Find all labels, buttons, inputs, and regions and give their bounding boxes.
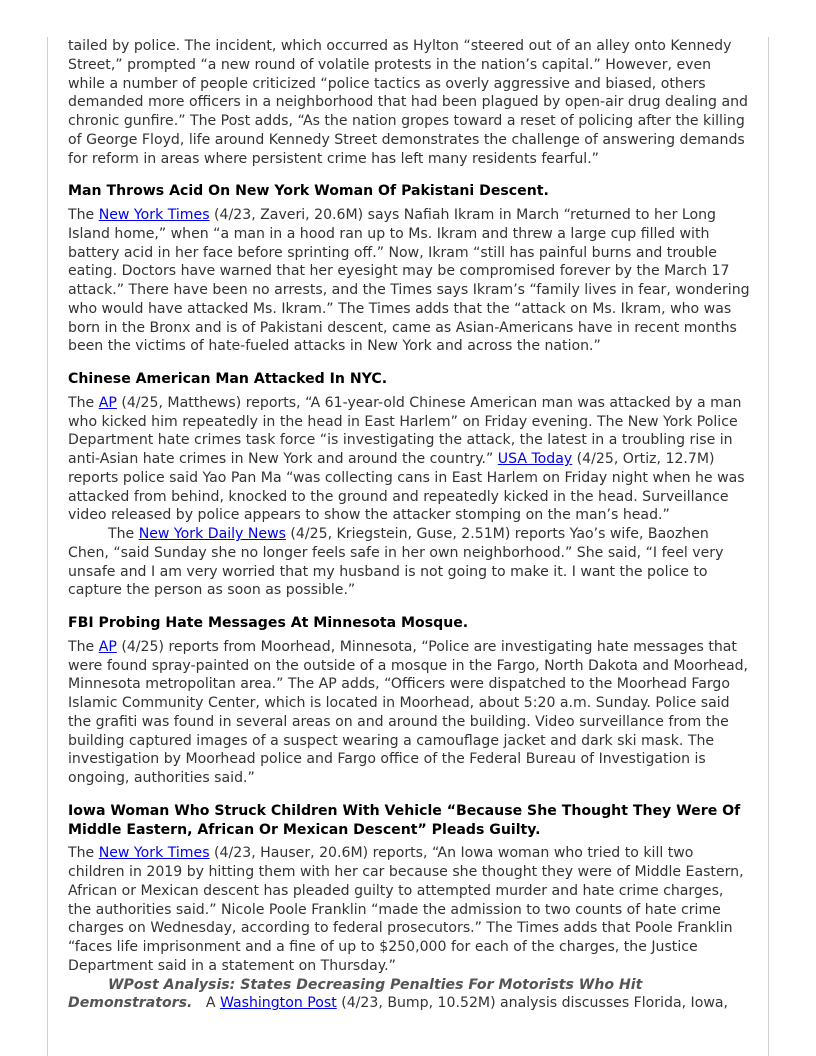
article-paragraph: The AP (4/25, Matthews) reports, “A 61-year-old Chinese American man was attacked by a man who kicked him repeatedly in the head in East Harlem” on Friday evening. The New York Police Department hate crimes task force “is investigating the attack, the latest in a troubling rise in anti-Asian hate crimes in New York and around the country.” USA Today (4/25, Ortiz, 12.7M) reports police said Yao Pan Ma “was collecting cans in East Harlem on Friday night when he was attacked from behind, knocked to the ground and repeatedly kicked in the head. Surveillance video released by police appears to show the attacker stomping on the man’s head.” xyxy=(68,394,745,524)
article-paragraph: The New York Daily News (4/25, Kriegstein, Guse, 2.51M) reports Yao’s wife, Baozhen Chen, “said Sunday she no longer feels safe in her own neighborhood.” She said, “I feel very unsafe and I am very worried that my husband is not going to make it. I want the police to capture the person as soon as possible.” xyxy=(68,526,724,599)
wpost-subhead: WPost Analysis: States Decreasing Penalties For Motorists Who Hit Demonstrators. xyxy=(68,976,643,1012)
article-headline: Iowa Woman Who Struck Children With Vehicle “Because She Thought They Were Of Middle Eastern, African Or Mexican Descent” Pleads Guilty. xyxy=(68,802,741,838)
usa-today-link[interactable]: USA Today xyxy=(497,451,573,467)
article-chinese-american-attack xyxy=(68,370,750,600)
article-headline: FBI Probing Hate Messages At Minnesota Mosque. xyxy=(68,615,469,631)
article-headline: Chinese American Man Attacked In NYC. xyxy=(68,371,388,387)
article-paragraph: The New York Times (4/23, Zaveri, 20.6M) says Nafiah Ikram in March “returned to her Long Island home,” when “a man in a hood ran up to Ms. Ikram and threw a large cup filled with battery acid in her face before sprinting off.” Now, Ikram “still has painful burns and trouble eating. Doctors have warned that her eyesight may be compromised forever by the March 17 attack.” There have been no arrests, and the Times says Ikram’s “family lives in fear, wondering who would have attacked Ms. Ikram.” The Times adds that the “attack on Ms. Ikram, who was born in the Bronx and is of Pakistani descent, came as Asian-Americans have in recent months been the victims of hate-fueled attacks in New York and across the nation.” xyxy=(68,207,750,355)
continued-paragraph: tailed by police. The incident, which occurred as Hylton “steered out of an alley onto Kennedy Street,” prompted “a new round of volatile protests in the nation’s capital.” However, even while a number of people criticized “police tactics as overly aggressive and biased, others demanded more officers in a neighborhood that had been plagued by open-air drug dealing and chronic gunfire.” The Post adds, “As the nation gropes toward a reset of policing after the killing of George Floyd, life around Kennedy Street demonstrates the challenge of answering demands for reform in areas where persistent crime has left many residents fearful.” xyxy=(68,38,748,167)
article-headline: Man Throws Acid On New York Woman Of Pakistani Descent. xyxy=(68,183,549,200)
article-acid-attack xyxy=(68,182,750,356)
ap-link[interactable]: AP xyxy=(98,638,117,655)
new-york-times-link[interactable]: New York Times xyxy=(98,207,210,223)
washington-post-link[interactable]: Washington Post xyxy=(219,995,337,1012)
article-column xyxy=(68,37,750,1013)
page-frame xyxy=(47,37,769,1056)
article-paragraph: The AP (4/25) reports from Moorhead, Minnesota, “Police are investigating hate messages that were found spray-painted on the outside of a mosque in the Fargo, North Dakota and Moorhead, Minnesota metropolitan area.” The AP adds, “Officers were dispatched to the Moorhead Fargo Islamic Community Center, which is located in Moorhead, about 5:20 a.m. Sunday. Police said the grafiti was found in several areas on and around the building. Video surveillance from the building captured images of a suspect wearing a camouflage jacket and dark ski mask. The investigation by Moorhead police and Fargo office of the Federal Bureau of Investigation is ongoing, authorities said.” xyxy=(68,638,749,786)
new-york-daily-news-link[interactable]: New York Daily News xyxy=(138,526,286,542)
article-minnesota-mosque xyxy=(68,614,750,788)
new-york-times-link[interactable]: New York Times xyxy=(98,845,210,862)
article-iowa-vehicle xyxy=(68,802,750,1013)
article-paragraph: The New York Times (4/23, Hauser, 20.6M) reports, “An Iowa woman who tried to kill two children in 2019 by hitting them with her car because she thought they were of Middle Eastern, African or Mexican descent has pleaded guilty to attempted murder and hate crime charges, the authorities said.” Nicole Poole Franklin “made the admission to two counts of hate crime charges on Wednesday, according to federal prosecutors.” The Times adds that Poole Franklin “faces life imprisonment and a fine of up to $250,000 for each of the charges, the Justice Department said in a statement on Thursday.” xyxy=(68,845,744,974)
article-paragraph: WPost Analysis: States Decreasing Penalties For Motorists Who Hit Demonstrators. A Washington Post (4/23, Bump, 10.52M) analysis discusses Florida, Iowa, xyxy=(68,976,728,1012)
ap-link[interactable]: AP xyxy=(98,394,117,411)
